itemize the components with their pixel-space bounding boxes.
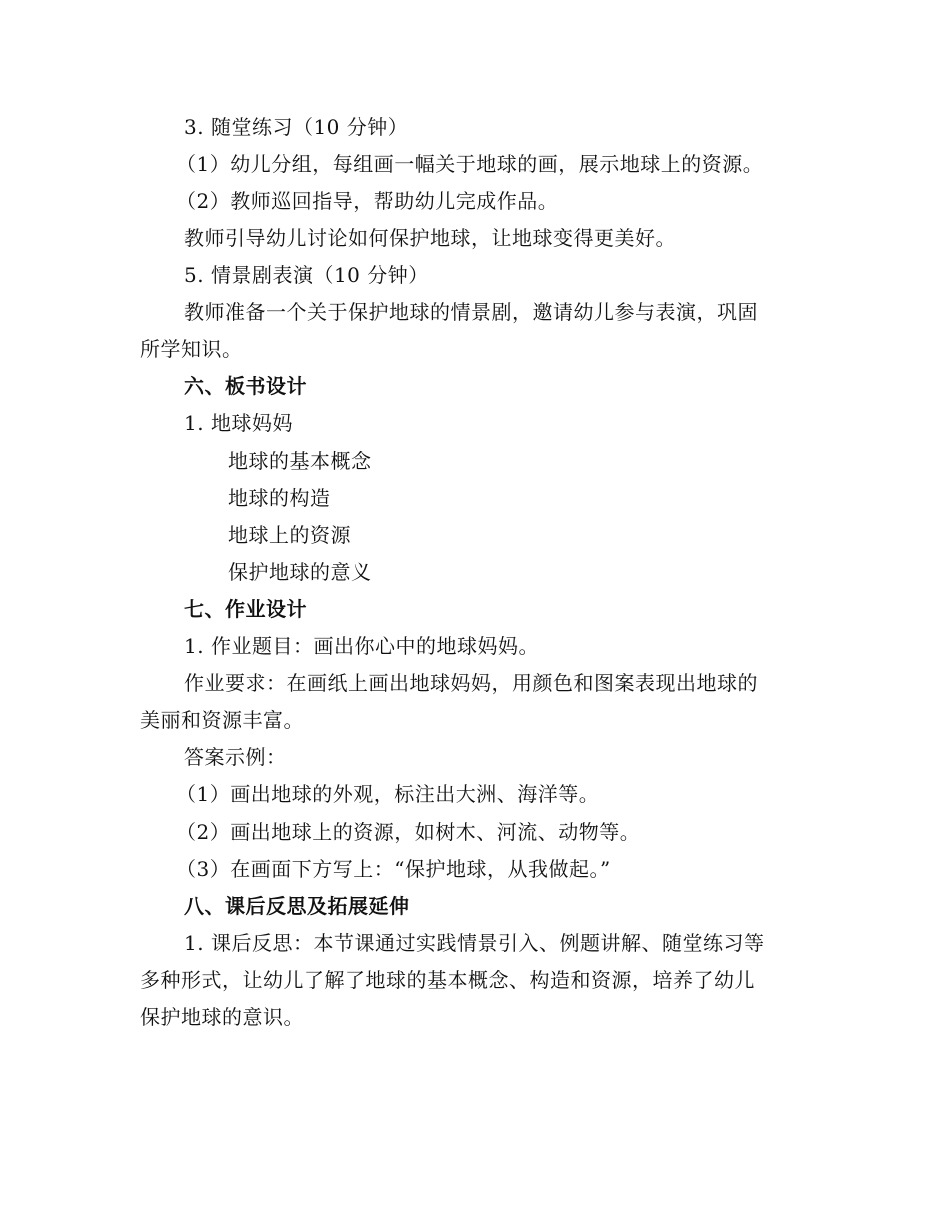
skit-heading: 5. 情景剧表演（10 分钟） (184, 263, 429, 287)
reflection-line-1: 1. 课后反思：本节课通过实践情景引入、例题讲解、随堂练习等 (184, 931, 765, 955)
section-heading-reflection: 八、课后反思及拓展延伸 (184, 894, 410, 918)
practice-item-1: （1）幼儿分组，每组画一幅关于地球的画，展示地球上的资源。 (176, 152, 764, 176)
reflection-line-2: 多种形式，让幼儿了解了地球的基本概念、构造和资源，培养了幼儿 (140, 968, 755, 992)
practice-heading: 3. 随堂练习（10 分钟） (184, 115, 409, 139)
answer-item-2: （2）画出地球上的资源，如树木、河流、动物等。 (176, 820, 641, 844)
paragraph-skit-line-1: 教师准备一个关于保护地球的情景剧，邀请幼儿参与表演，巩固 (184, 300, 758, 324)
section-heading-homework: 七、作业设计 (184, 597, 307, 621)
board-subitem-2: 地球的构造 (228, 486, 331, 510)
paragraph-skit-line-2: 所学知识。 (140, 337, 243, 361)
homework-requirement-line-2: 美丽和资源丰富。 (140, 708, 304, 732)
board-item-1: 1. 地球妈妈 (184, 411, 293, 435)
homework-requirement-line-1: 作业要求：在画纸上画出地球妈妈，用颜色和图案表现出地球的 (184, 671, 758, 695)
answer-example-label: 答案示例： (184, 745, 287, 769)
reflection-line-3: 保护地球的意识。 (140, 1005, 304, 1029)
paragraph-discussion: 教师引导幼儿讨论如何保护地球，让地球变得更美好。 (184, 226, 676, 250)
board-subitem-4: 保护地球的意义 (228, 560, 372, 584)
practice-item-2: （2）教师巡回指导，帮助幼儿完成作品。 (176, 189, 559, 213)
board-subitem-1: 地球的基本概念 (228, 449, 372, 473)
section-heading-board-design: 六、板书设计 (184, 374, 307, 398)
board-subitem-3: 地球上的资源 (228, 523, 351, 547)
homework-title: 1. 作业题目：画出你心中的地球妈妈。 (184, 634, 539, 658)
answer-item-1: （1）画出地球的外观，标注出大洲、海洋等。 (176, 782, 600, 806)
answer-item-3: （3）在画面下方写上：“保护地球，从我做起。” (176, 857, 611, 881)
